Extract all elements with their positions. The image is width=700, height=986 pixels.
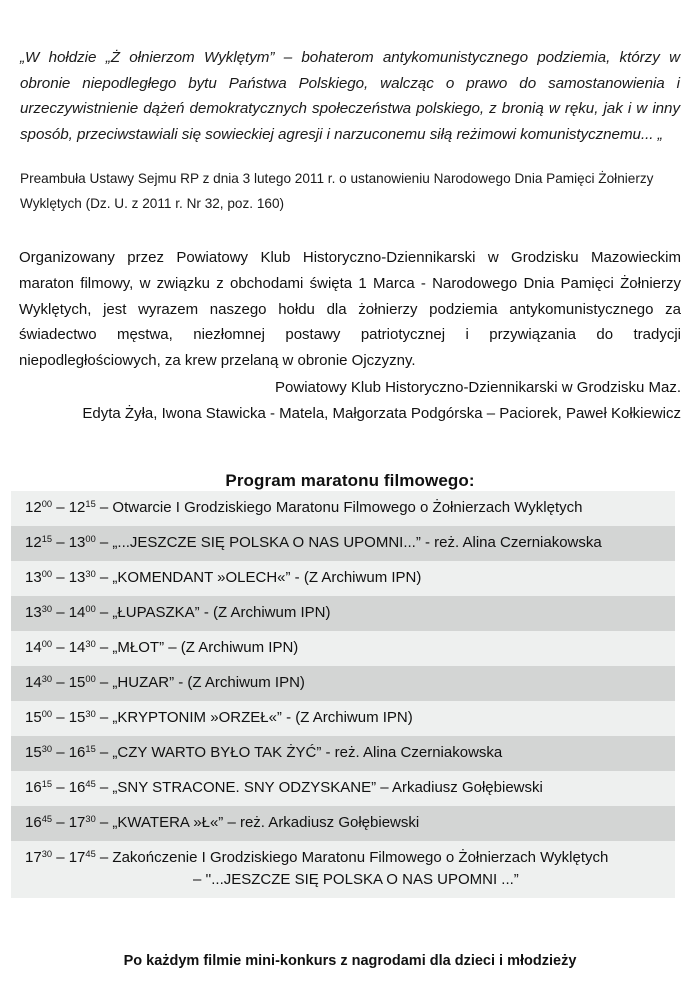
end-minutes-superscript: 30 xyxy=(85,569,96,580)
start-minutes-superscript: 30 xyxy=(41,849,53,860)
schedule-row-title: – „KWATERA »Ł«” – reż. Arkadiusz Gołębiewski xyxy=(95,814,420,831)
end-minutes-superscript: 15 xyxy=(85,744,96,755)
signature-organization: Powiatowy Klub Historyczno-Dziennikarski w Grodzisku Maz. xyxy=(275,379,681,396)
schedule-row-title: – „KOMENDANT »OLECH«” - (Z Archiwum IPN) xyxy=(95,569,422,586)
schedule-row-time: $12^{15} - 13^{00}$ xyxy=(25,534,96,551)
schedule-row-title-continuation: – ''...JESZCZE SIĘ POLSKA O NAS UPOMNI ...” xyxy=(193,871,519,888)
schedule-row xyxy=(11,631,675,666)
schedule-row xyxy=(11,491,675,526)
schedule-row-title: – Otwarcie I Grodziskiego Maratonu Filmowego o Żołnierzach Wyklętych xyxy=(95,499,583,516)
schedule-row-title: – „KRYPTONIM »ORZEŁ«” - (Z Archiwum IPN) xyxy=(95,709,413,726)
schedule-row-title: – „HUZAR” - (Z Archiwum IPN) xyxy=(95,674,305,691)
schedule-row-time: $17^{30} - 17^{45}$ xyxy=(25,849,96,866)
end-minutes-superscript: 00 xyxy=(85,534,96,545)
schedule-row-time: $13^{30} - 14^{00}$ xyxy=(25,604,96,621)
start-minutes-superscript: 30 xyxy=(41,744,53,755)
start-minutes-superscript: 15 xyxy=(41,534,53,545)
end-minutes-superscript: 45 xyxy=(85,779,96,790)
quote-source-citation: Preambuła Ustawy Sejmu RP z dnia 3 lutego 2011 r. o ustanowieniu Narodowego Dnia Pamięci Żołnierzy Wyklętych (Dz. U. z 2011 r. Nr 32, poz. 160) xyxy=(20,170,654,211)
schedule-row-time: $16^{15} - 16^{45}$ xyxy=(25,779,96,796)
schedule-row xyxy=(11,596,675,631)
schedule-row-title: – Zakończenie I Grodziskiego Maratonu Filmowego o Żołnierzach Wyklętych xyxy=(95,849,609,866)
schedule-row-time: $14^{00} - 14^{30}$ xyxy=(25,639,96,656)
schedule-row xyxy=(11,806,675,841)
schedule-row-title: – „SNY STRACONE. SNY ODZYSKANE” – Arkadiusz Gołębiewski xyxy=(95,779,543,796)
schedule-row xyxy=(11,666,675,701)
schedule-row xyxy=(11,771,675,806)
start-minutes-superscript: 30 xyxy=(41,604,53,615)
end-minutes-superscript: 45 xyxy=(85,849,96,860)
start-minutes-superscript: 00 xyxy=(41,499,53,510)
end-minutes-superscript: 30 xyxy=(85,639,96,650)
signature-names: Edyta Żyła, Iwona Stawicka - Matela, Małgorzata Podgórska – Paciorek, Paweł Kołkiewicz xyxy=(82,404,681,422)
end-minutes-superscript: 30 xyxy=(85,814,96,825)
schedule-row-time: $14^{30} - 15^{00}$ xyxy=(25,674,96,691)
end-minutes-superscript: 00 xyxy=(85,604,96,615)
event-introduction-paragraph: Organizowany przez Powiatowy Klub Historyczno-Dziennikarski w Grodzisku Mazowieckim maraton filmowy, w związku z obchodami święta 1 Marca - Narodowego Dnia Pamięci Żołnierzy Wyklętych, jest wyrazem naszego hołdu dla żołnierzy podziemia antykomunistycznego za świadectwo męstwa, niezłomnej postawy patriotycznej i przywiązania do tradycji niepodległościowych, za krew przelaną w obronie Ojczyzny. xyxy=(19,249,681,370)
schedule-row xyxy=(11,736,675,771)
start-minutes-superscript: 00 xyxy=(41,709,53,720)
end-minutes-superscript: 00 xyxy=(85,674,96,685)
start-minutes-superscript: 45 xyxy=(41,814,53,825)
schedule-row xyxy=(11,526,675,561)
program-schedule-table xyxy=(11,491,675,898)
schedule-row-time: $13^{00} - 13^{30}$ xyxy=(25,569,96,586)
schedule-row-time: $16^{45} - 17^{30}$ xyxy=(25,814,96,831)
start-minutes-superscript: 15 xyxy=(41,779,53,790)
program-heading: Program maratonu filmowego: xyxy=(225,471,475,491)
end-minutes-superscript: 30 xyxy=(85,709,96,720)
schedule-row xyxy=(11,701,675,736)
schedule-row-time: $15^{30} - 16^{15}$ xyxy=(25,744,96,761)
end-minutes-superscript: 15 xyxy=(85,499,96,510)
organizer-signature xyxy=(19,375,681,426)
footer-note: Po każdym filmie mini-konkurs z nagrodami dla dzieci i młodzieży xyxy=(123,952,577,969)
start-minutes-superscript: 00 xyxy=(41,569,53,580)
schedule-row-title: – „MŁOT” – (Z Archiwum IPN) xyxy=(95,639,299,656)
start-minutes-superscript: 30 xyxy=(41,674,53,685)
schedule-row-time: $12^{00} - 12^{15}$ xyxy=(25,499,96,516)
schedule-row-title: – „...JESZCZE SIĘ POLSKA O NAS UPOMNI...” - reż. Alina Czerniakowska xyxy=(95,534,602,551)
schedule-row xyxy=(11,561,675,596)
schedule-row-title: – „ŁUPASZKA” - (Z Archiwum IPN) xyxy=(95,604,331,621)
schedule-row-time: $15^{00} - 15^{30}$ xyxy=(25,709,96,726)
schedule-row-title: – „CZY WARTO BYŁO TAK ŻYĆ” - reż. Alina Czerniakowska xyxy=(95,744,503,761)
schedule-row xyxy=(11,841,675,898)
start-minutes-superscript: 00 xyxy=(41,639,53,650)
commemorative-quote: „W hołdzie „Ż ołnierzom Wyklętym” – bohaterom antykomunistycznego podziemia, którzy w obronie niepodległego bytu Państwa Polskiego, walcząc o prawo do samostanowienia i urzeczywistnienie dążeń demokratycznych społeczeństwa polskiego, z bronią w ręku, jak i w inny sposób, przeciwstawiali się sowieckiej agresji i narzuconemu siłą reżimowi komunistycznemu... „ xyxy=(20,49,680,143)
